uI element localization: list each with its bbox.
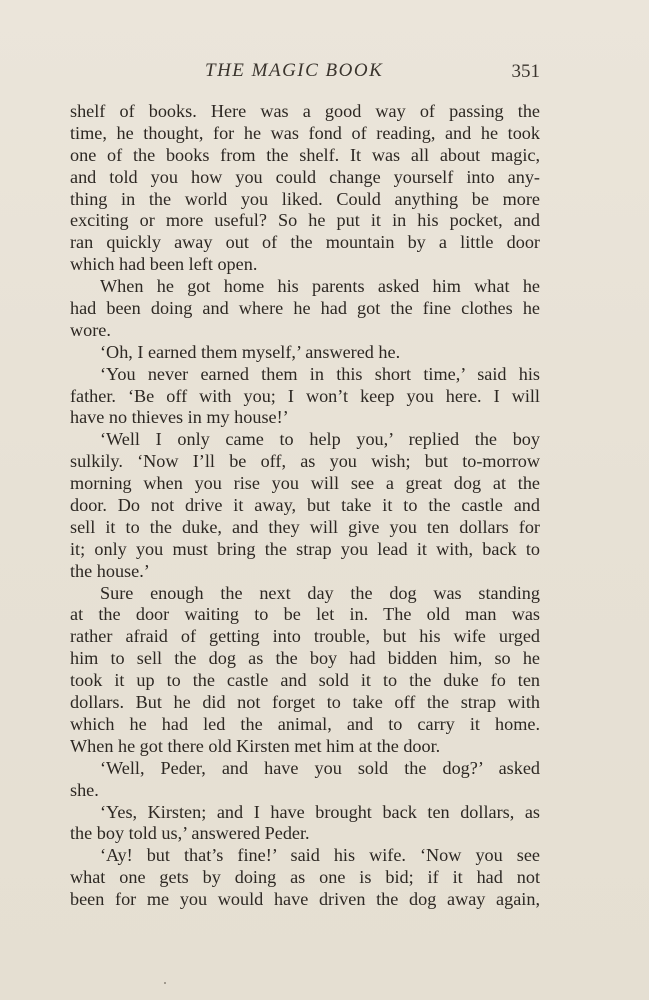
text-line: the house.’ bbox=[70, 560, 150, 581]
text-line: she. bbox=[70, 779, 99, 800]
text-line: have no thieves in my house!’ bbox=[70, 407, 289, 428]
text-line: it; only you must bring the strap you lead it with, back to bbox=[70, 538, 540, 559]
page-number: 351 bbox=[511, 61, 540, 82]
text-line: ‘Well I only came to help you,’ replied the boy bbox=[100, 429, 540, 450]
text-line: dollars. But he did not forget to take off the strap with bbox=[70, 692, 540, 713]
running-title: THE MAGIC BOOK bbox=[205, 60, 384, 81]
text-line: shelf of books. Here was a good way of passing the bbox=[70, 101, 540, 121]
text-line: sulkily. ‘Now I’ll be off, as you wish; but to-morrow bbox=[70, 451, 540, 472]
text-line: at the door waiting to be let in. The old man was bbox=[70, 604, 540, 625]
text-line: sell it to the duke, and they will give you ten dollars for bbox=[70, 516, 540, 537]
text-line: rather afraid of getting into trouble, but his wife urged bbox=[70, 626, 540, 647]
text-line: what one gets by doing as one is bid; if it had not bbox=[70, 867, 540, 888]
text-line: and told you how you could change yourself into any- bbox=[70, 166, 540, 187]
text-line: took it up to the castle and sold it to the duke fo ten bbox=[70, 670, 540, 691]
running-head bbox=[70, 60, 540, 86]
text-line: him to sell the dog as the boy had bidden him, so he bbox=[70, 648, 540, 669]
text-line: which he had led the animal, and to carry it home. bbox=[70, 713, 540, 734]
text-line: one of the books from the shelf. It was all about magic, bbox=[70, 144, 540, 165]
text-line: Sure enough the next day the dog was standing bbox=[100, 582, 540, 603]
text-line: door. Do not drive it away, but take it to the castle and bbox=[70, 495, 540, 516]
text-line: morning when you rise you will see a great dog at the bbox=[70, 473, 540, 494]
text-line: ‘You never earned them in this short time,’ said his bbox=[100, 363, 540, 384]
text-line: ran quickly away out of the mountain by a little door bbox=[70, 232, 540, 253]
text-line: When he got home his parents asked him what he bbox=[100, 276, 540, 297]
text-line: thing in the world you liked. Could anything be more bbox=[70, 188, 540, 209]
paper-speck bbox=[164, 982, 166, 984]
text-line: wore. bbox=[70, 319, 111, 340]
text-line: father. ‘Be off with you; I won’t keep you here. I will bbox=[70, 385, 540, 406]
text-line: time, he thought, for he was fond of reading, and he took bbox=[70, 122, 540, 143]
body-text bbox=[70, 101, 540, 911]
text-line: ‘Ay! but that’s fine!’ said his wife. ‘Now you see bbox=[100, 845, 540, 866]
text-line: been for me you would have driven the dog away again, bbox=[70, 889, 540, 910]
text-line: ‘Oh, I earned them myself,’ answered he. bbox=[100, 341, 401, 362]
text-line: ‘Yes, Kirsten; and I have brought back ten dollars, as bbox=[100, 801, 540, 822]
text-line: had been doing and where he had got the fine clothes he bbox=[70, 298, 540, 319]
text-line: exciting or more useful? So he put it in his pocket, and bbox=[70, 210, 540, 231]
text-line: the boy told us,’ answered Peder. bbox=[70, 823, 310, 844]
text-line: ‘Well, Peder, and have you sold the dog?’ asked bbox=[100, 757, 540, 778]
text-line: When he got there old Kirsten met him at the door. bbox=[70, 735, 441, 756]
text-line: which had been left open. bbox=[70, 254, 258, 275]
